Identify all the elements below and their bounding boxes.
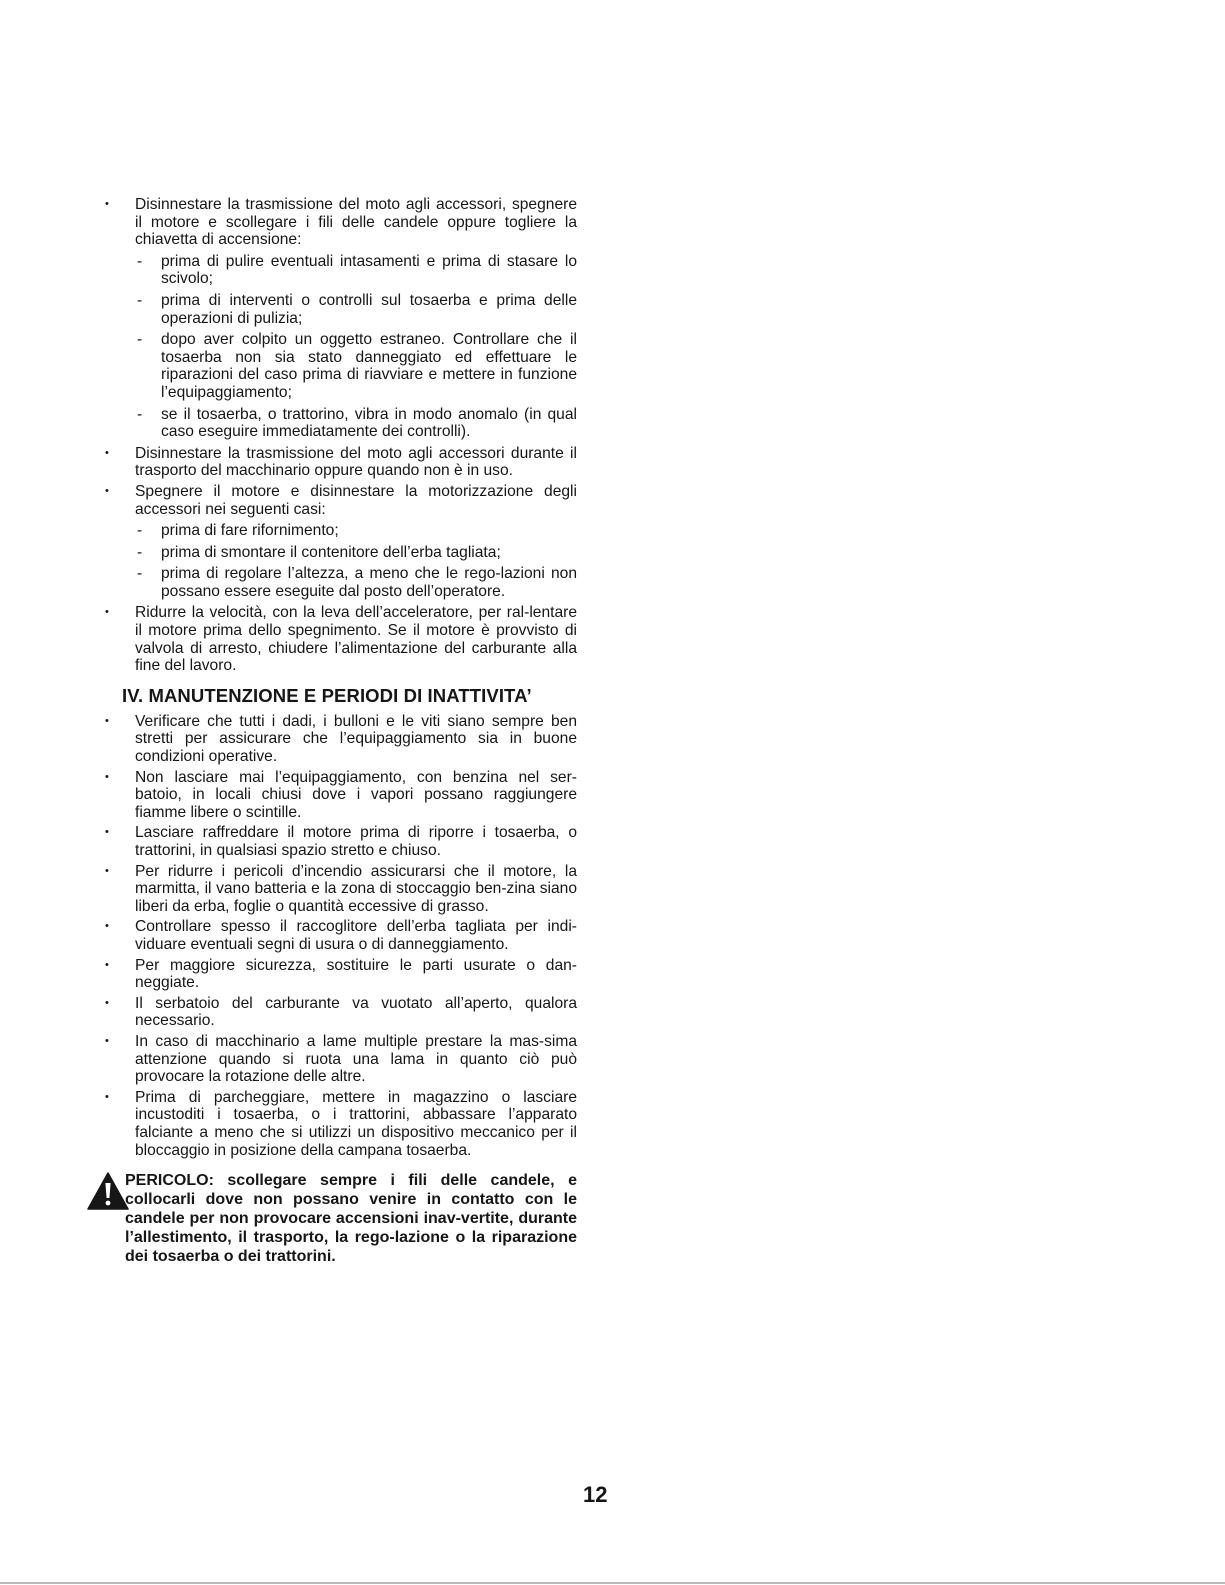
danger-notice [105, 1171, 577, 1266]
list-item: • Prima di parcheggiare, mettere in magazzino o lasciare incustoditi i tosaerba, o i trattorini, abbassare l’apparato falciante a meno che si utilizzi un dispositivo meccanico per il bloccaggio in posizione della campana tosaerba. [105, 1089, 577, 1159]
sub-list-item: - prima di fare rifornimento; [135, 522, 577, 540]
sub-list-item: - dopo aver colpito un oggetto estraneo. Controllare che il tosaerba non sia stato danneggiato ed effettuare le riparazioni del caso prima di riavviare e mettere in funzione l’equipaggiamento; [135, 331, 577, 401]
sub-list-item: - se il tosaerba, o trattorino, vibra in modo anomalo (in qual caso eseguire immediatamente dei controlli). [135, 406, 577, 441]
sub-list-item: - prima di smontare il contenitore dell’erba tagliata; [135, 544, 577, 562]
list-item: • Non lasciare mai l’equipaggiamento, con benzina nel ser-batoio, in locali chiusi dove i vapori possano raggiungere fiamme libere o scintille. [105, 769, 577, 822]
sub-list-item: - prima di pulire eventuali intasamenti e prima di stasare lo scivolo; [135, 253, 577, 288]
warning-triangle-icon [87, 1172, 129, 1210]
list-item: • Per maggiore sicurezza, sostituire le parti usurate o dan-neggiate. [105, 957, 577, 992]
list-item: • Il serbatoio del carburante va vuotato all’aperto, qualora necessario. [105, 995, 577, 1030]
bullet-text: Spegnere il motore e disinnestare la motorizzazione degli accessori nei seguenti casi: [135, 482, 577, 518]
document-column [105, 196, 577, 1266]
sub-list-item: - prima di interventi o controlli sul tosaerba e prima delle operazioni di pulizia; [135, 292, 577, 327]
list-item [105, 196, 577, 441]
sub-list [135, 522, 577, 600]
list-item: • Lasciare raffreddare il motore prima di riporre i tosaerba, o trattorini, in qualsiasi spazio stretto e chiuso. [105, 824, 577, 859]
list-item [105, 604, 577, 674]
list-item [105, 445, 577, 480]
sub-list [135, 253, 577, 441]
bullet-text: Disinnestare la trasmissione del moto agli accessori durante il trasporto del macchinario oppure quando non è in uso. [135, 444, 577, 480]
sub-list-item: - prima di regolare l’altezza, a meno che le rego-lazioni non possano essere eseguite dal posto dell’operatore. [135, 565, 577, 600]
section2-list [105, 713, 577, 1159]
page-number: 12 [583, 1482, 608, 1507]
section1-list [105, 196, 577, 675]
danger-text: PERICOLO: scollegare sempre i fili delle candele, e collocarli dove non possano venire in contatto con le candele per non provocare accensioni inav-vertite, durante l’allestimento, il trasporto, la rego-lazione o la riparazione dei tosaerba o dei trattorini. [125, 1172, 577, 1266]
bottom-divider [0, 1582, 1225, 1584]
list-item [105, 483, 577, 601]
list-item: • In caso di macchinario a lame multiple prestare la mas-sima attenzione quando si ruota una lama in quanto ciò può provocare la rotazione delle altre. [105, 1033, 577, 1086]
list-item: • Per ridurre i pericoli d’incendio assicurarsi che il motore, la marmitta, il vano batteria e la zona di stoccaggio ben-zina siano liberi da erba, foglie o quantità eccessive di grasso. [105, 863, 577, 916]
section-heading: IV. MANUTENZIONE E PERIODI DI INATTIVITA’ [122, 684, 532, 706]
bullet-text: Ridurre la velocità, con la leva dell’acceleratore, per ral-lentare il motore prima dello spegnimento. Se il motore è provvisto di valvola di arresto, chiudere l’alimentazione del carburante alla fine del lavoro. [135, 604, 577, 675]
list-item: • Controllare spesso il raccoglitore dell’erba tagliata per indi-viduare eventuali segni di usura o di danneggiamento. [105, 918, 577, 953]
list-item: • Verificare che tutti i dadi, i bulloni e le viti siano sempre ben stretti per assicurare che l’equipaggiamento sia in buone condizioni operative. [105, 713, 577, 766]
bullet-text: Disinnestare la trasmissione del moto agli accessori, spegnere il motore e scollegare i fili delle candele oppure togliere la chiavetta di accensione: [135, 196, 577, 249]
